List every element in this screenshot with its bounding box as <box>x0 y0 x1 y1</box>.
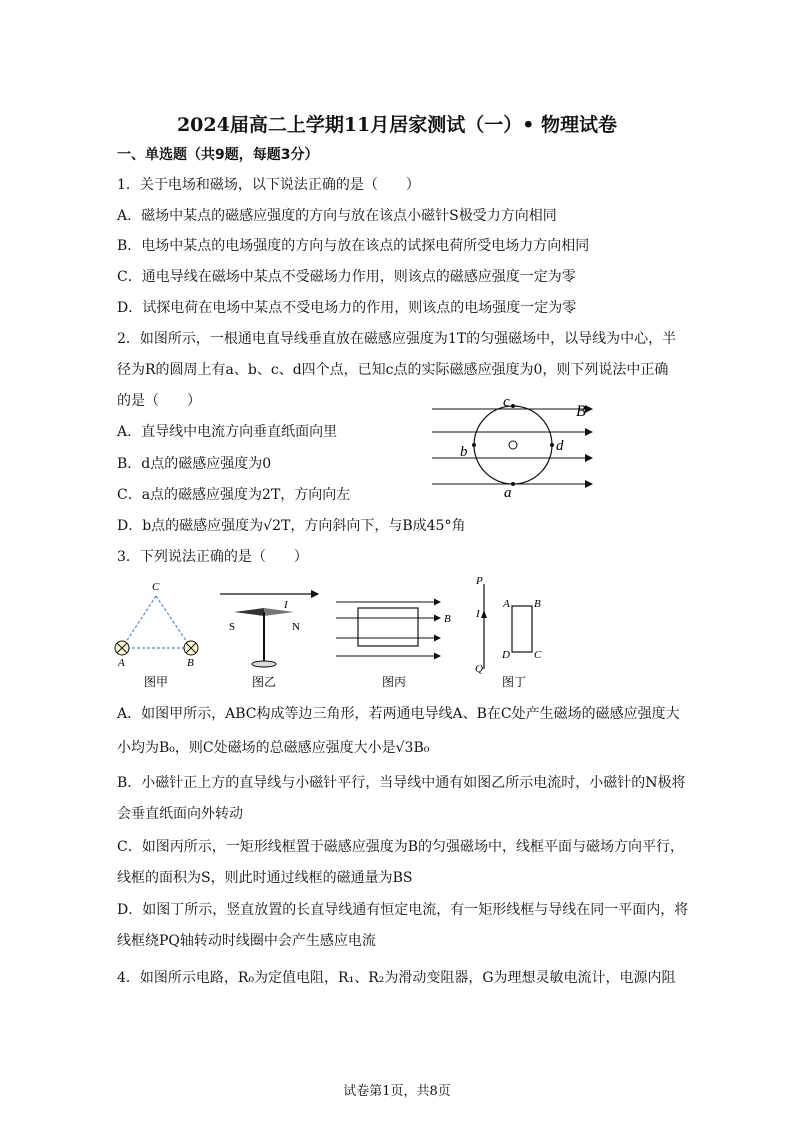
q2-stem-line1: 2．如图所示，一根通电直导线垂直放在磁感应强度为1T的匀强磁场中，以导线为中心，半 <box>117 331 677 347</box>
page-footer: 试卷第1页，共8页 <box>343 1084 451 1099</box>
svg-text:Q: Q <box>475 663 483 675</box>
q3-stem: 3．下列说法正确的是（ ） <box>117 549 308 565</box>
svg-text:N: N <box>292 621 300 633</box>
svg-text:D: D <box>502 649 510 661</box>
q2-option-d: D．b点的磁感应强度为√2T，方向斜向下，与B成45°角 <box>117 518 466 534</box>
wire-b-into-page-icon <box>184 641 198 655</box>
svg-text:I: I <box>476 608 480 620</box>
q2-option-a: A．直导线中电流方向垂直纸面向里 <box>117 424 338 440</box>
svg-text:C: C <box>152 581 160 593</box>
page-title: 2024届高二上学期11月居家测试（一）• 物理试卷 <box>176 114 618 136</box>
caption-ding: 图丁 <box>502 675 527 689</box>
q3-option-d-line2: 线框绕PQ轴转动时线圈中会产生感应电流 <box>117 933 376 949</box>
q2-stem-line2: 径为R的圆周上有a、b、c、d四个点，已知c点的实际磁感应强度为0，则下列说法中正确 <box>117 362 669 378</box>
label-c: c <box>503 394 510 410</box>
wire-cross-section <box>509 441 517 449</box>
q2-magnetic-field-figure <box>430 394 602 504</box>
label-a: a <box>504 485 512 501</box>
svg-text:B: B <box>444 613 451 625</box>
svg-text:S: S <box>229 621 236 633</box>
svg-text:A: A <box>503 598 510 610</box>
q4-stem: 4．如图所示电路，R₀为定值电阻，R₁、R₂为滑动变阻器，G为理想灵敏电流计，电源内阻 <box>117 970 676 986</box>
q3-option-b-line1: B．小磁针正上方的直导线与小磁针平行，当导线中通有如图乙所示电流时，小磁针的N极将 <box>117 775 686 791</box>
q3-figure-jia <box>110 578 210 690</box>
q2-stem-line3: 的是（ ） <box>117 393 201 409</box>
q3-option-b-line2: 会垂直纸面向外转动 <box>117 806 243 822</box>
q3-option-a-line1: A．如图甲所示，ABC构成等边三角形，若两通电导线A、B在C处产生磁场的磁感应强度大 <box>117 706 680 722</box>
q1-option-d: D．试探电荷在电场中某点不受电场力的作用，则该点的电场强度一定为零 <box>117 300 577 316</box>
q3-option-d-line1: D．如图丁所示，竖直放置的长直导线通有恒定电流，有一矩形线框与导线在同一平面内，将 <box>117 902 689 918</box>
q2-option-b: B．d点的磁感应强度为0 <box>117 456 272 472</box>
q3-figure-ding <box>466 574 556 690</box>
q1-option-a: A．磁场中某点的磁感应强度的方向与放在该点小磁针S极受力方向相同 <box>117 208 557 224</box>
q3-option-a-line2: 小均为B₀，则C处磁场的总磁感应强度大小是√3B₀ <box>117 740 430 756</box>
caption-yi: 图乙 <box>252 675 277 689</box>
caption-bing: 图丙 <box>382 675 407 689</box>
svg-text:A: A <box>118 657 125 669</box>
q3-figure-bing <box>332 590 462 690</box>
q1-stem: 1．关于电场和磁场，以下说法正确的是（ ） <box>117 177 420 193</box>
q1-option-b: B．电场中某点的电场强度的方向与放在该点的试探电荷所受电场力方向相同 <box>117 238 590 254</box>
q3-figure-yi <box>214 586 324 690</box>
q1-option-c: C．通电导线在磁场中某点不受磁场力作用，则该点的磁感应强度一定为零 <box>117 269 576 285</box>
section-heading: 一、单选题（共9题，每题3分） <box>117 147 319 163</box>
label-d: d <box>556 438 564 454</box>
svg-text:P: P <box>476 575 483 587</box>
caption-jia: 图甲 <box>144 675 169 689</box>
svg-text:I: I <box>284 599 288 611</box>
q2-option-c: C．a点的磁感应强度为2T，方向向左 <box>117 487 351 503</box>
svg-text:C: C <box>534 649 542 661</box>
q3-option-c-line1: C．如图丙所示，一矩形线框置于磁感应强度为B的匀强磁场中，线框平面与磁场方向平行， <box>117 839 684 855</box>
label-b: b <box>460 444 468 460</box>
q3-option-c-line2: 线框的面积为S，则此时通过线框的磁通量为BS <box>117 870 413 886</box>
wire-a-into-page-icon <box>115 641 129 655</box>
svg-text:B: B <box>534 598 541 610</box>
svg-text:B: B <box>187 657 194 669</box>
label-field-b: B <box>576 403 586 420</box>
